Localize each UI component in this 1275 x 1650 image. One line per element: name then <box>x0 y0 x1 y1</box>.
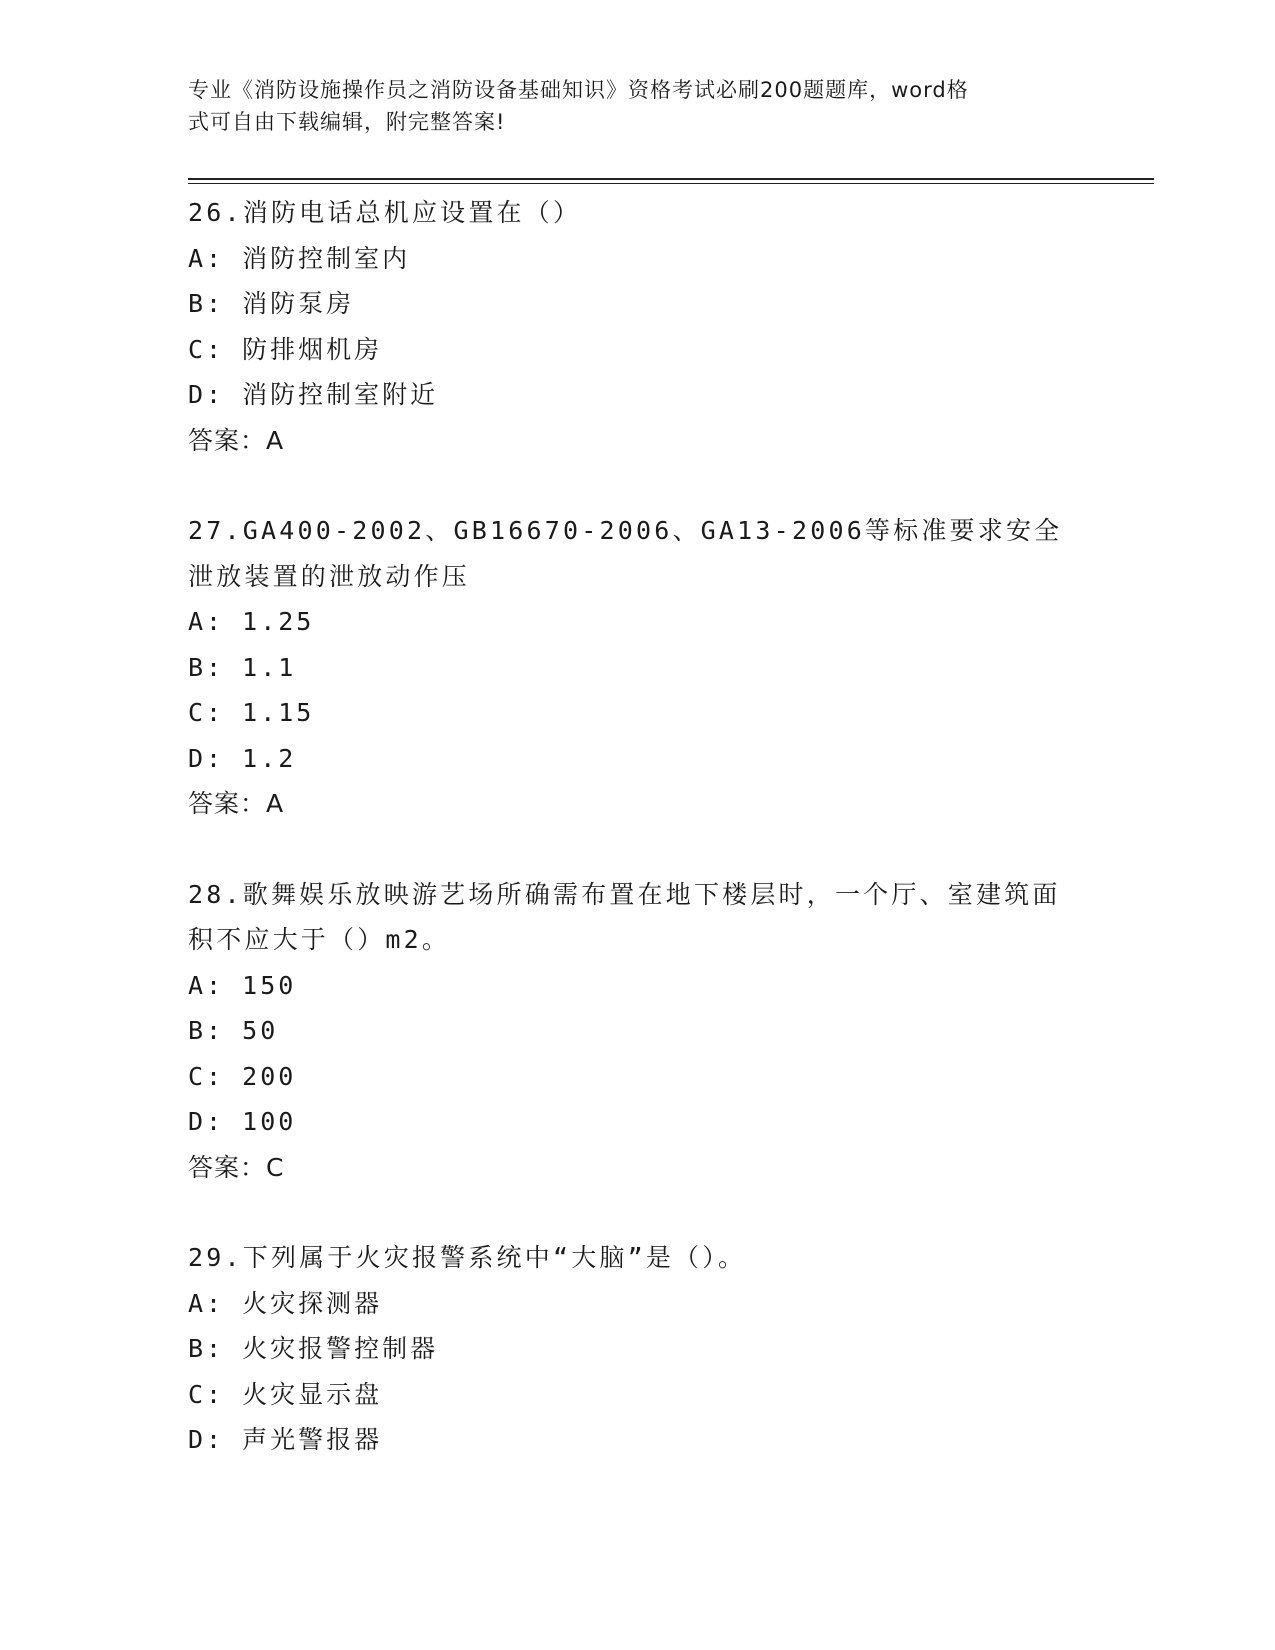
option-d: D: 1.2 <box>188 743 297 773</box>
question-stem: 29.下列属于火灾报警系统中“大脑”是（）。 <box>188 1243 747 1272</box>
answer-value: C <box>266 1152 285 1182</box>
answer-value: A <box>266 425 285 455</box>
option-b: B: 消防泵房 <box>188 289 355 318</box>
question-list <box>188 190 1088 1508</box>
answer-label: 答案： <box>188 1152 267 1182</box>
option-b: B: 1.1 <box>188 652 297 682</box>
option-c: C: 200 <box>188 1061 297 1091</box>
header-divider-thick <box>188 178 1154 180</box>
answer-label: 答案： <box>188 425 267 455</box>
answer-line <box>188 781 1088 827</box>
answer-value: A <box>266 789 285 818</box>
header-line-2: 式可自由下载编辑，附完整答案! <box>188 110 506 134</box>
option-d: D: 消防控制室附近 <box>188 380 439 409</box>
question-27 <box>188 508 1088 827</box>
header-line-1: 专业《消防设施操作员之消防设备基础知识》资格考试必刷200题题库，word格 <box>188 78 969 102</box>
question-28 <box>188 872 1088 1191</box>
question-stem: 28.歌舞娱乐放映游艺场所确需布置在地下楼层时，一个厅、室建筑面积不应大于（）m2。 <box>188 879 1061 954</box>
option-d: D: 声光警报器 <box>188 1425 383 1454</box>
answer-label: 答案： <box>188 789 267 818</box>
page-header <box>188 74 1068 138</box>
option-a: A: 火灾探测器 <box>188 1288 383 1318</box>
option-a: A: 150 <box>188 970 297 1000</box>
question-26 <box>188 190 1088 463</box>
answer-line <box>188 1145 1088 1191</box>
option-b: B: 火灾报警控制器 <box>188 1334 439 1363</box>
answer-line <box>188 418 1088 464</box>
option-b: B: 50 <box>188 1016 279 1045</box>
option-d: D: 100 <box>188 1107 297 1136</box>
option-a: A: 消防控制室内 <box>188 243 411 273</box>
question-stem: 27.GA400-2002、GB16670-2006、GA13-2006等标准要求安全泄放装置的泄放动作压 <box>188 516 1063 591</box>
question-stem: 26.消防电话总机应设置在（） <box>188 198 582 227</box>
header-divider-thin <box>188 183 1154 184</box>
option-c: C: 1.15 <box>188 698 315 727</box>
option-a: A: 1.25 <box>188 607 315 636</box>
option-c: C: 火灾显示盘 <box>188 1379 383 1409</box>
option-c: C: 防排烟机房 <box>188 334 383 364</box>
question-29 <box>188 1235 1088 1463</box>
